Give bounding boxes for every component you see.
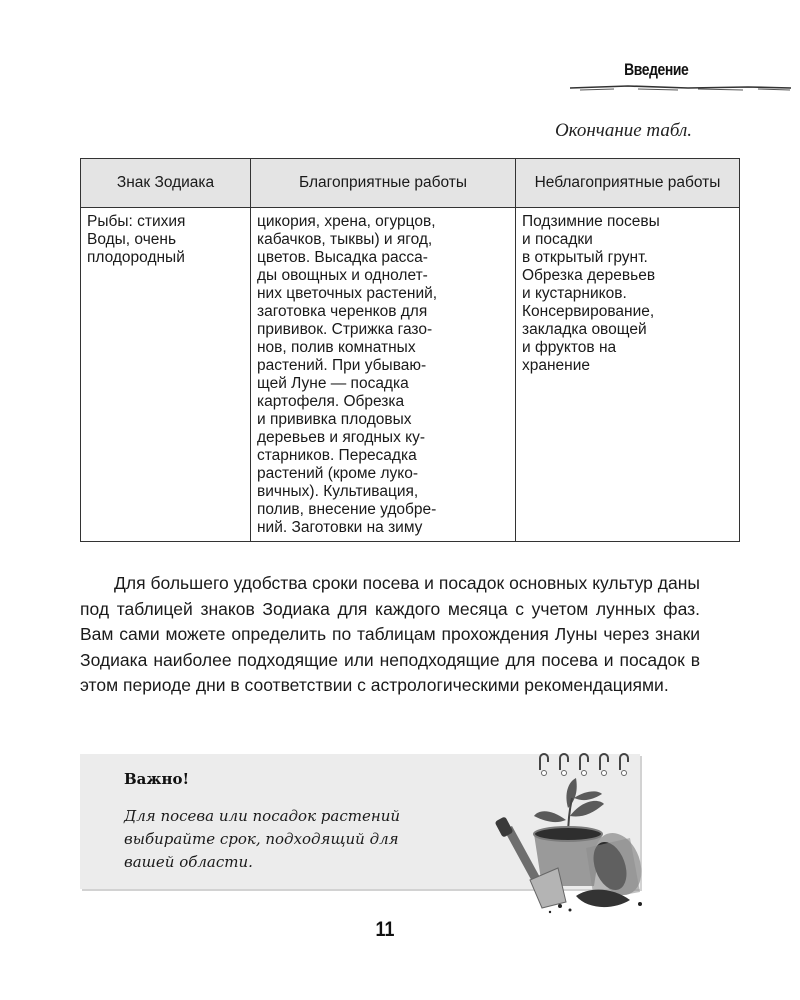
column-header-unfavorable: Неблагоприятные работы [516,159,740,208]
table-caption: Окончание табл. [554,120,692,141]
zodiac-works-table [80,158,740,542]
table-row [81,208,740,542]
table-header-row [81,159,740,208]
body-paragraph: Для большего удобства сроки посева и посадок основных культур даны под таблицей знаков Зодиака для каждого месяца с учетом лунных фаз. Вам сами можете определить по таблицам прохождения Луны через знаки Зодиака наиболее подходящие или неподходящие для посева и посадок в этом периоде дни в соответствии с астрологическими рекомендациями. [80,573,700,695]
column-header-sign: Знак Зодиака [81,159,251,208]
running-head-rule [568,82,793,92]
cell-favorable: цикория, хрена, огурцов, кабачков, тыквы) и ягод, цветов. Высадка расса- ды овощных и однолет- них цветочных растений, заготовка черенков для прививок. Стрижка газо- нов, полив комнатных растений. При убываю- щей Луне — посадка картофеля. Обрезка и прививка плодовых деревьев и ягодных ку- старников. Пересадка растений (кроме луко- вичных). Культивация, полив, внесение удобре- ний. Заготовки на зиму [251,208,516,542]
potted-seedling-illustration [490,768,660,918]
column-header-favorable: Благоприятные работы [251,159,516,208]
page-number: 11 [375,918,395,941]
note-title: Важно! [124,770,190,788]
cell-unfavorable: Подзимние посевы и посадки в открытый грунт. Обрезка деревьев и кустарников. Консервирование, закладка овощей и фруктов на хранение [516,208,740,542]
note-text: Для посева или посадок растений выбирайте срок, подходящий для вашей области. [124,807,401,871]
cell-sign: Рыбы: стихия Воды, очень плодородный [81,208,251,542]
running-head: Введение [623,60,688,79]
